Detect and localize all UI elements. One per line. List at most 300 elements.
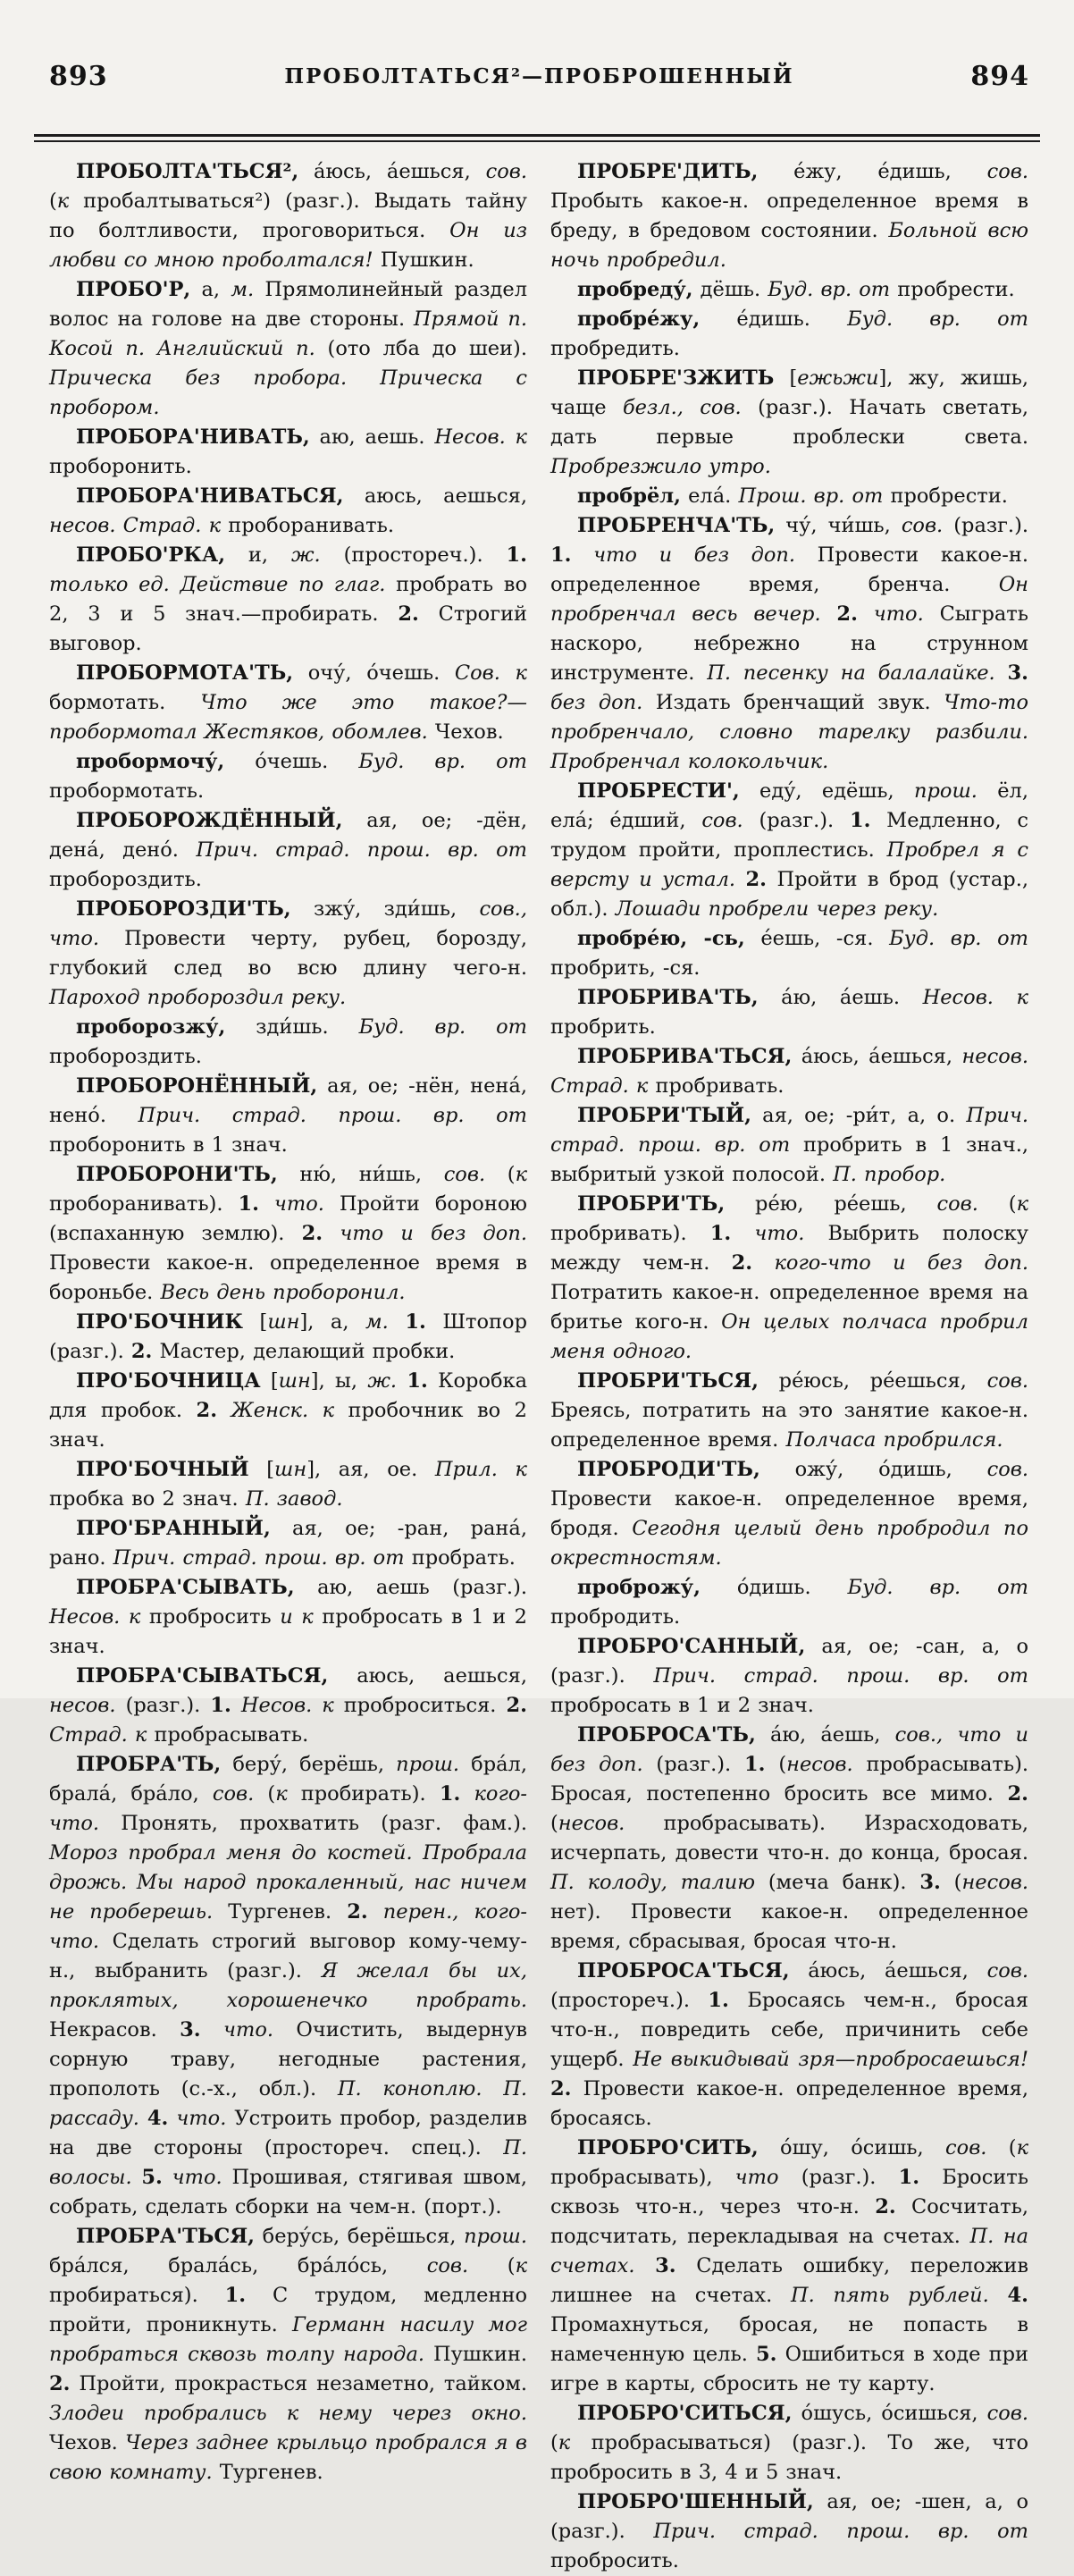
entry-italic-text: Прямой п. Косой п. Английский п. [49, 307, 527, 360]
dictionary-entry [550, 1042, 1028, 1101]
entry-bold-text: ПРОБРОДИ'ТЬ, [577, 1458, 760, 1481]
entry-bold-text: 4. [1007, 2284, 1029, 2307]
entry-text: пробормотать. [49, 779, 205, 803]
dictionary-entry [550, 1455, 1028, 1573]
entry-italic-text: Несов. к [434, 425, 527, 449]
entry-text: Тургенев. [212, 2461, 323, 2484]
entry-bold-text: ПРОБРО'ШЕННЫЙ, [577, 2490, 814, 2513]
entry-italic-text: несов. [961, 1871, 1028, 1894]
entry-bold-text: ПРОБРО'СИТЬ, [577, 2136, 759, 2159]
entry-bold-text: 1. [224, 2284, 247, 2307]
entry-text: пробривать. [648, 1074, 785, 1098]
entry-text: пробочник во 2 знач. [49, 1399, 527, 1452]
entry-text: Очистить, выдернув сорную траву, негодные растения, прополоть (с.-х., обл.). [49, 2018, 527, 2100]
entry-text: пробривать). [550, 1222, 710, 1245]
entry-bold-text: ПРОБРО'САННЫЙ, [577, 1635, 806, 1658]
entry-text: (простореч.). [320, 543, 507, 567]
entry-text: Пройти бороною (вспаханную землю). [49, 1192, 527, 1245]
entry-text: пробросить. [550, 2549, 679, 2572]
entry-text: пробродить. [550, 1605, 681, 1629]
entry-italic-text: сов. [986, 1458, 1028, 1481]
entry-bold-text: ПРОБО'Р, [76, 278, 191, 301]
entry-bold-text: ПРОБОРОНЁННЫЙ, [76, 1074, 318, 1098]
entry-text: [ [248, 1458, 275, 1481]
entry-italic-text: Буд. вр. от [358, 750, 527, 773]
entry-text: Прямолинейный раздел волос на голове на две стороны. [49, 278, 528, 331]
entry-text: [ [774, 366, 798, 390]
entry-text: ая, ое; -сан, а, о (разг.). [550, 1635, 1028, 1688]
entry-italic-text: Мороз пробрал меня до костей. Пробрала дрожь. Мы народ прокаленный, нас ничем не проберешь. [49, 1841, 527, 1924]
entry-text: пробросить [140, 1605, 281, 1629]
entry-bold-text: ПРОБРЕ'ЗЖИТЬ [577, 366, 775, 390]
dictionary-entry [49, 895, 527, 1013]
entry-bold-text: ПРОБРА'ТЬ, [76, 1753, 222, 1776]
entry-text [132, 2166, 142, 2189]
entry-italic-text: несов. Страд. к [550, 1045, 1028, 1098]
entry-italic-text: Женск. к [217, 1399, 335, 1422]
entry-text: Тургенев. [213, 1900, 348, 1924]
entry-italic-text: сов., что и без доп. [550, 1723, 1028, 1776]
dictionary-entry [550, 1957, 1028, 2134]
entry-text: ], ая, ое. [306, 1458, 435, 1481]
entry-italic-text: Германн насилу мог пробраться сквозь толпу народа. [49, 2313, 527, 2366]
entry-text: [ [243, 1310, 268, 1334]
entry-bold-text: ПРО'БОЧНИК [76, 1310, 244, 1334]
entry-text [389, 1310, 406, 1334]
entry-text: Пробыть какое-н. определенное время в бреду, в бредовом состоянии. [550, 189, 1028, 242]
entry-text: Устроить пробор, разделив на две стороны (простореч. спец.). [49, 2107, 528, 2159]
left-column [49, 157, 527, 2576]
entry-italic-text: сов., что. [49, 897, 527, 950]
entry-italic-text: м. [365, 1310, 389, 1334]
entry-text: пробороздить. [49, 1045, 202, 1068]
entry-text: Ошибиться в ходе при игре в карты, сбросить не ту карту. [550, 2343, 1028, 2395]
entry-text: а́ю, а́ешь. [758, 986, 923, 1009]
entry-text: Издать бренчащий звук. [642, 691, 944, 714]
entry-italic-text: прош. [464, 2225, 527, 2248]
entry-text: проборанивать. [221, 514, 394, 537]
entry-text: а́юсь, а́ешься, [792, 1045, 962, 1068]
entry-bold-text: ПРОБОРА'НИВАТЬ, [76, 425, 310, 449]
entry-text: пробрасывать). Израсходовать, исчерпать, довести что-н. до конца, бросая. [550, 1812, 1028, 1865]
entry-italic-text: Буд. вр. от [847, 1576, 1028, 1599]
entry-bold-text: 2. [745, 868, 768, 891]
entry-text: ( [550, 2431, 558, 2454]
entry-bold-text: пробре́жу, [577, 307, 701, 331]
entry-bold-text: проборозжу́, [76, 1015, 226, 1039]
entry-italic-text: Прич. страд. прош. вр. от [138, 1104, 527, 1127]
entry-text: ая, ое; -шен, а, о (разг.). [550, 2490, 1028, 2543]
entry-bold-text: ПРОБОРОЗДИ'ТЬ, [76, 897, 291, 921]
entry-text: Некрасов. [49, 2018, 180, 2041]
entry-text: пробрести. [890, 278, 1015, 301]
entry-italic-text: шн [267, 1310, 300, 1334]
entry-bold-text: ПРОБРЕНЧА'ТЬ, [577, 514, 776, 537]
entry-text: пробалтываться²) (разг.). Выдать тайну по болтливости, проговориться. [49, 189, 527, 242]
entry-italic-text: Лошади пробрели через реку. [615, 897, 939, 921]
entry-bold-text: ПРОБОРА'НИВАТЬСЯ, [76, 484, 344, 508]
entry-bold-text: проброжу́, [577, 1576, 701, 1599]
entry-text: Пронять, прохватить (разг. фам.). [99, 1812, 527, 1835]
dictionary-entry [49, 1072, 527, 1160]
entry-bold-text: 2. [1007, 1782, 1028, 1806]
entry-text: Сыграть наскоро, небрежно на струнном инструменте. [550, 602, 1028, 685]
entry-bold-text: 2. [301, 1222, 323, 1245]
entry-text: Провести какое-н. определенное время, бродя. [550, 1487, 1028, 1540]
entry-text: е́жу, е́дишь, [758, 160, 987, 183]
entry-text [635, 2254, 656, 2277]
entry-italic-text: сов. [945, 2136, 987, 2159]
entry-text: Бреясь, потратить на это занятие какое-н. определенное время. [550, 1399, 1028, 1452]
entry-italic-text: к [275, 1782, 288, 1806]
entry-bold-text: 2. [347, 1900, 368, 1924]
entry-text: проборонить в 1 знач. [49, 1133, 288, 1157]
entry-text: ( [765, 1753, 787, 1776]
entry-text: пробрасываться) (разг.). То же, что пробросить в 3, 4 и 5 знач. [550, 2431, 1028, 2484]
entry-bold-text: ПРО'БОЧНИЦА [76, 1369, 261, 1393]
entry-italic-text: П. пробор. [833, 1163, 946, 1186]
entry-text: Коробка для пробок. [49, 1369, 528, 1422]
entry-text: Промахнуться, бросая, не попасть в намеченную цель. [550, 2313, 1028, 2366]
entry-bold-text: 2. [196, 1399, 218, 1422]
dictionary-entry [550, 924, 1028, 983]
dictionary-entry [550, 157, 1028, 275]
entry-text: Мастер, делающий пробки. [152, 1340, 456, 1363]
entry-text: и, [225, 543, 291, 567]
entry-italic-text: безл., сов. [622, 396, 742, 419]
entry-italic-text: П. на счетах. [550, 2225, 1028, 2277]
entry-italic-text: к [515, 1163, 527, 1186]
header-rule [34, 134, 1040, 142]
running-head-title: ПРОБОЛТАТЬСЯ²—ПРОБРОШЕННЫЙ [284, 64, 794, 88]
dictionary-entry [550, 511, 1028, 777]
entry-italic-text: Больной всю ночь пробредил. [550, 219, 1028, 272]
entry-text: зжу́, зди́шь, [290, 897, 480, 921]
entry-text: ( [485, 1163, 516, 1186]
entry-text: (разг.). [642, 1753, 745, 1776]
entry-text: пробороздить. [49, 868, 202, 891]
entry-italic-text: Что-то пробренчало, словно тарелку разбили. Пробренчал колокольчик. [550, 691, 1029, 773]
entry-italic-text: что. [168, 2107, 227, 2130]
entry-text: пробредить. [550, 337, 680, 360]
entry-text: нет). Провести какое-н. определенное время, сбрасывая, бросая что-н. [550, 1900, 1028, 1953]
dictionary-entry [49, 659, 527, 747]
entry-italic-text: Буд. вр. от [358, 1015, 527, 1039]
entry-text: ( [254, 1782, 276, 1806]
entry-italic-text: без доп. [550, 691, 643, 714]
entry-bold-text: 3. [655, 2254, 676, 2277]
entry-text: ], а, [299, 1310, 366, 1334]
dictionary-entry [550, 482, 1028, 511]
entry-text: пробрить в 1 знач., выбритый узкой полосой. [550, 1133, 1029, 1186]
entry-italic-text: к [56, 189, 70, 213]
entry-text: пробрить, -ся. [550, 956, 701, 980]
entry-italic-text: Пароход пробороздил реку. [49, 986, 347, 1009]
dictionary-entry [49, 423, 527, 482]
entry-italic-text: прош. [396, 1753, 460, 1776]
entry-bold-text: 2. [130, 1340, 153, 1363]
dictionary-entry [49, 1455, 527, 1514]
entry-text: (разг.). [778, 2166, 899, 2189]
entry-bold-text: 1. [744, 1753, 766, 1776]
entry-text: ( [978, 1192, 1017, 1216]
entry-text: а́юсь, а́ешься, [298, 160, 486, 183]
dictionary-entry [550, 1721, 1028, 1957]
entry-italic-text: П. завод. [245, 1487, 343, 1511]
entry-italic-text: П. колоду, талию [550, 1871, 756, 1894]
entry-italic-text: Буд. вр. от [847, 307, 1028, 331]
entry-italic-text: Сов. к [454, 661, 527, 685]
page-number-left: 893 [49, 61, 108, 92]
entry-bold-text: ПРОБОРОЖДЁННЫЙ, [76, 809, 343, 832]
entry-text [821, 602, 837, 626]
entry-text: (ото лба до шеи). [315, 337, 527, 360]
entry-text: Прошивая, стягивая швом, собрать, сделать сборки на чем-н. (порт.). [49, 2166, 528, 2218]
entry-text: аю, аешь. [309, 425, 435, 449]
entry-italic-text: ж. [290, 543, 321, 567]
entry-italic-text: сов. [986, 2402, 1028, 2425]
entry-text: пробрасывать), [550, 2166, 735, 2189]
entry-text: пробка во 2 знач. [49, 1487, 246, 1511]
entry-italic-text: что. [857, 602, 924, 626]
entry-text: о́шусь, о́сишься, [792, 2402, 987, 2425]
dictionary-entry [49, 1367, 527, 1455]
entry-italic-text: Пробрезжило утро. [550, 455, 771, 478]
entry-text: ( [468, 2254, 516, 2277]
entry-italic-text: Прич. страд. прош. вр. от [196, 838, 527, 862]
entry-bold-text: ПРОБОРОНИ'ТЬ, [76, 1163, 278, 1186]
dictionary-entry [550, 777, 1028, 924]
entry-text: ожу́, о́дишь, [759, 1458, 987, 1481]
entry-text: Пушкин. [424, 2343, 527, 2366]
entry-italic-text: несов. Страд. к [49, 514, 222, 537]
entry-bold-text: 3. [180, 2018, 201, 2041]
entry-text: дёшь. [692, 278, 768, 301]
dictionary-entry [550, 983, 1028, 1042]
entry-text: очу́, о́чешь. [293, 661, 455, 685]
entry-italic-text: Он пробренчал весь вечер. [550, 573, 1028, 626]
entry-text: Сделать строгий выговор кому-чему-н., выбранить (разг.). [49, 1930, 527, 1983]
entry-text: ая, ое; -дён, дена́, дено́. [49, 809, 527, 862]
entry-bold-text: ПРОБРА'ТЬСЯ, [76, 2225, 256, 2248]
entry-bold-text: ПРОБРОСА'ТЬ, [577, 1723, 756, 1747]
entry-italic-text: Он из любви со мною проболтался! [49, 219, 527, 272]
entry-bold-text: ПРОБОЛТА'ТЬСЯ², [76, 160, 299, 183]
entry-text: проборанивать). [49, 1192, 239, 1216]
entry-text: ( [49, 189, 57, 213]
entry-italic-text: Прическа без пробора. Прическа с пробором. [49, 366, 527, 419]
entry-text: ела́. [680, 484, 739, 508]
page-number-right: 894 [970, 61, 1029, 92]
entry-text: аюсь, аешься, [328, 1664, 527, 1688]
entry-bold-text: ПРОБРО'СИТЬСЯ, [577, 2402, 793, 2425]
entry-text: (меча банк). [755, 1871, 920, 1894]
dictionary-entry [550, 1190, 1028, 1367]
entry-italic-text: к [515, 2254, 527, 2277]
entry-italic-text: что. [162, 2166, 222, 2189]
entry-text: бра́лся, брала́сь, бра́ло́сь, [49, 2254, 427, 2277]
entry-italic-text: ежьжи [797, 366, 879, 390]
entry-italic-text: кого-что. [49, 1782, 527, 1835]
entry-bold-text: 1. [439, 1782, 461, 1806]
entry-text: пробираться). [49, 2284, 225, 2307]
entry-bold-text: ПРОБРИВА'ТЬ, [577, 986, 759, 1009]
entry-bold-text: пробре́ю, -сь, [577, 927, 745, 950]
entry-italic-text: сов. [701, 809, 743, 832]
entry-italic-text: ж. [367, 1369, 398, 1393]
entry-italic-text: Несов. к [231, 1694, 334, 1717]
entry-bold-text: 2. [731, 1251, 753, 1275]
dictionary-entry [550, 2134, 1028, 2399]
entry-bold-text: ПРОБРИ'ТЬ, [577, 1192, 726, 1216]
dictionary-entry [49, 747, 527, 806]
dictionary-entry [49, 1662, 527, 1750]
entry-italic-text: Прич. страд. прош. вр. от [550, 1104, 1028, 1157]
entry-text: С трудом, медленно пройти, проникнуть. [49, 2284, 527, 2336]
entry-text: пробросать в 1 и 2 знач. [49, 1605, 527, 1658]
entry-text: Строгий выговор. [49, 602, 527, 655]
entry-italic-text: что. [200, 2018, 274, 2041]
entry-italic-text: несов. [558, 1812, 625, 1835]
entry-italic-text: Пробрел я с версту и устал. [550, 838, 1028, 891]
entry-bold-text: 3. [919, 1871, 941, 1894]
entry-italic-text: шн [278, 1369, 311, 1393]
entry-italic-text: сов. [986, 1959, 1028, 1983]
dictionary-entry [550, 364, 1028, 482]
entry-text: о́шу, о́сишь, [758, 2136, 946, 2159]
entry-text [989, 2284, 1008, 2307]
entry-text: Провести какое-н. определенное время в бороньбе. [49, 1251, 527, 1304]
entry-text: (разг.). [115, 1694, 211, 1717]
entry-bold-text: 1. [898, 2166, 920, 2189]
dictionary-entry [49, 1013, 527, 1072]
entry-text: Провести какое-н. определенное время, бросаясь. [550, 2077, 1028, 2130]
entry-text: пробрить. [550, 1015, 656, 1039]
entry-italic-text: к [558, 2431, 571, 2454]
dictionary-entry [550, 1573, 1028, 1632]
entry-text: ая, ое; -ран, рана́, рано. [49, 1517, 527, 1570]
entry-italic-text: Буд. вр. от [889, 927, 1028, 950]
entry-italic-text: сов. [426, 2254, 469, 2277]
entry-bold-text: 1. [407, 1369, 428, 1393]
entry-bold-text: ПРОБРОСА'ТЬСЯ, [577, 1959, 790, 1983]
entry-text: Пройти в брод (устар., обл.). [550, 868, 1028, 921]
entry-italic-text: Несов. к [922, 986, 1028, 1009]
dictionary-entry [550, 275, 1028, 305]
entry-bold-text: 2. [49, 2372, 71, 2395]
entry-italic-text: П. волосы. [49, 2136, 527, 2189]
entry-text [139, 2107, 147, 2130]
entry-italic-text: сов. [986, 1369, 1028, 1393]
entry-text: проборонить. [49, 455, 192, 478]
entry-italic-text: Сегодня целый день пробродил по окрестностям. [550, 1517, 1028, 1570]
entry-italic-text: Прич. страд. прош. вр. от [653, 2520, 1028, 2543]
entry-italic-text: что [734, 2166, 779, 2189]
entry-italic-text: что. [731, 1222, 805, 1245]
entry-text: еду́, едёшь, [739, 779, 915, 803]
entry-bold-text: 1. [238, 1192, 259, 1216]
entry-bold-text: ПРОБРЕ'ДИТЬ, [577, 160, 759, 183]
dictionary-entry [49, 1160, 527, 1308]
entry-bold-text: 4. [147, 2107, 169, 2130]
entry-bold-text: ПРО'БРАННЫЙ, [76, 1517, 271, 1540]
dictionary-entry [49, 275, 527, 423]
entry-italic-text: м. [231, 278, 255, 301]
entry-bold-text: пробреду́, [577, 278, 693, 301]
entry-text: Чехов. [49, 2431, 126, 2454]
entry-italic-text: Он целых полчаса пробрил меня одного. [550, 1310, 1028, 1363]
entry-italic-text: сов. [443, 1163, 486, 1186]
entry-italic-text: Что же это такое?—пробормотал Жестяков, обомлев. [49, 691, 527, 744]
entry-text: пробросать в 1 и 2 знач. [550, 1694, 814, 1717]
entry-bold-text: 1. [405, 1310, 426, 1334]
entry-italic-text: сов. [212, 1782, 255, 1806]
entry-italic-text: сов. [485, 160, 527, 183]
entry-italic-text: Полчаса пробрился. [785, 1428, 1003, 1452]
entry-text: а́ю, а́ешь, [755, 1723, 895, 1747]
entry-text: ( [940, 1871, 962, 1894]
entry-text: беру́сь, берёшься, [255, 2225, 465, 2248]
entry-text: Сосчитать, подсчитать, перекладывая на счетах. [550, 2195, 1028, 2248]
entry-text: пробрать во 2, 3 и 5 знач.—пробирать. [49, 573, 527, 626]
text-columns [49, 157, 1028, 2576]
entry-bold-text: 1. [849, 809, 871, 832]
entry-bold-text: ПРОБОРМОТА'ТЬ, [76, 661, 294, 685]
entry-italic-text: и к [280, 1605, 314, 1629]
entry-italic-text: П. песенку на балалайке. [707, 661, 995, 685]
dictionary-entry [49, 1308, 527, 1367]
entry-text: аю, аешь (разг.). [294, 1576, 527, 1599]
entry-italic-text: сов. [936, 1192, 978, 1216]
entry-italic-text: Я желал бы их, проклятых, хорошенечко пробрать. [49, 1959, 527, 2012]
entry-text: ], жу, жишь, чаще [550, 366, 1028, 419]
entry-italic-text: что. [258, 1192, 324, 1216]
entry-text: а́юсь, а́ешься, [789, 1959, 987, 1983]
entry-text: е́дишь. [700, 307, 848, 331]
entry-bold-text: 2. [836, 602, 858, 626]
entry-text [397, 1369, 407, 1393]
entry-text: ре́ю, ре́ешь, [725, 1192, 937, 1216]
entry-bold-text: 2. [398, 602, 419, 626]
entry-italic-text: прош. [914, 779, 978, 803]
entry-text: ая, ое; -ри́т, а, о. [751, 1104, 967, 1127]
dictionary-entry [49, 1750, 527, 2222]
entry-bold-text: 1. [550, 543, 572, 567]
entry-bold-text: 1. [210, 1694, 231, 1717]
entry-bold-text: 2. [506, 1694, 527, 1717]
dictionary-entry [49, 1514, 527, 1573]
entry-text: бормотать. [49, 691, 201, 714]
entry-bold-text: 1. [708, 1989, 729, 2012]
entry-italic-text: Несов. к [49, 1605, 141, 1629]
entry-text: пробрасывать). Бросая, постепенно бросить все мимо. [550, 1753, 1029, 1806]
entry-bold-text: 2. [875, 2195, 896, 2218]
entry-text: (простореч.). [550, 1989, 709, 2012]
entry-text: о́дишь. [700, 1576, 848, 1599]
entry-text: ню́, ни́шь, [277, 1163, 444, 1186]
entry-bold-text: ПРОБРА'СЫВАТЬСЯ, [76, 1664, 329, 1688]
dictionary-entry [49, 2222, 527, 2488]
entry-text: [ [260, 1369, 279, 1393]
entry-bold-text: 1. [506, 543, 527, 567]
entry-text: Пройти, прокрасться незаметно, тайком. [70, 2372, 527, 2395]
entry-italic-text: Буд. вр. от [768, 278, 891, 301]
right-column [550, 157, 1028, 2576]
entry-bold-text: 5. [141, 2166, 163, 2189]
dictionary-entry [550, 1632, 1028, 1721]
entry-text: пробирать). [287, 1782, 440, 1806]
entry-bold-text: ПРОБРИ'ТЬСЯ, [577, 1369, 759, 1393]
